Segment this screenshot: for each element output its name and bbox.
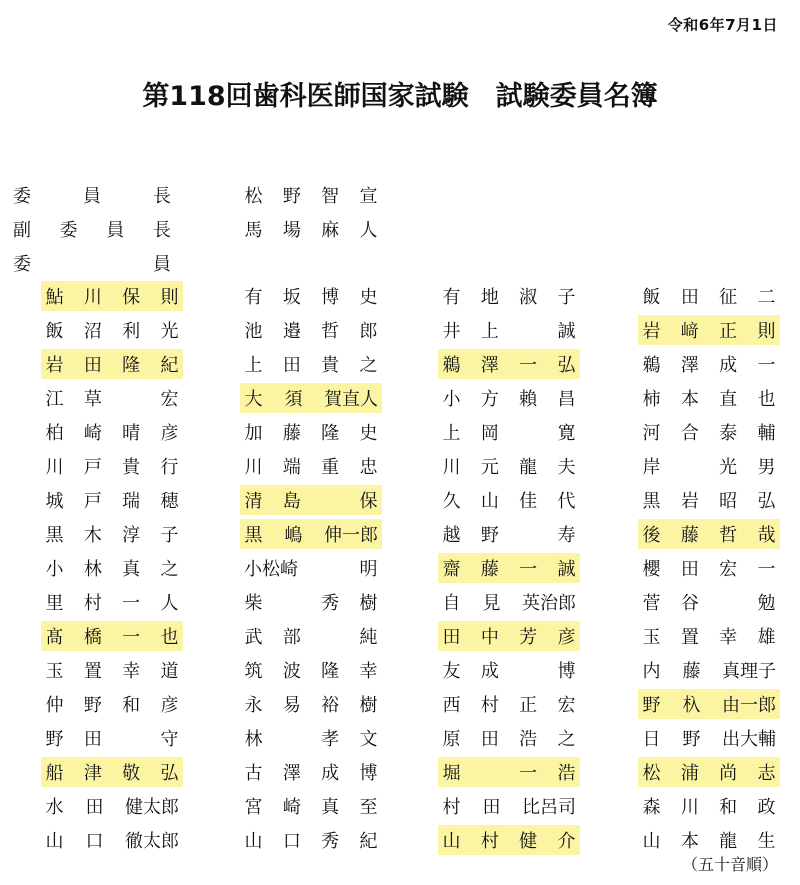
member-name: 永 易 裕 樹 bbox=[244, 695, 378, 716]
member-name: 飯 沼 利 光 bbox=[45, 321, 179, 342]
member-name: 田 中 芳 彦 bbox=[438, 621, 580, 651]
member-name: 櫻 田 宏 一 bbox=[642, 559, 776, 580]
member-name: 鵜 澤 成 一 bbox=[642, 355, 776, 376]
member-name: 山 村 健 介 bbox=[438, 825, 580, 855]
member-name: 上 岡 寛 bbox=[442, 423, 576, 444]
member-name: 山 本 龍 生 bbox=[642, 831, 776, 852]
member-name: 宮 崎 真 至 bbox=[244, 797, 378, 818]
page-title: 第118回歯科医師国家試験 試験委員名簿 bbox=[142, 81, 658, 112]
member-name: 飯 田 征 二 bbox=[642, 287, 776, 308]
member-name: 内 藤 真理子 bbox=[642, 661, 776, 682]
sort-order-note: （五十音順） bbox=[681, 855, 778, 874]
member-name: 池 邉 哲 郎 bbox=[244, 321, 378, 342]
member-name: 岸 光 男 bbox=[642, 457, 776, 478]
member-name: 仲 野 和 彦 bbox=[45, 695, 179, 716]
document-date: 令和6年7月1日 bbox=[667, 16, 778, 34]
member-name: 柴 秀 樹 bbox=[244, 593, 378, 614]
member-name: 日 野 出大輔 bbox=[642, 729, 776, 750]
member-name: 古 澤 成 博 bbox=[244, 763, 378, 784]
member-name: 船 津 敬 弘 bbox=[41, 757, 183, 787]
member-name: 大 須 賀直人 bbox=[240, 383, 382, 413]
officer-name bbox=[240, 248, 382, 278]
member-name: 鮎 川 保 則 bbox=[41, 281, 183, 311]
member-name: 黒 木 淳 子 bbox=[45, 525, 179, 546]
member-name: 水 田 健太郎 bbox=[45, 797, 179, 818]
member-name: 髙 橋 一 也 bbox=[41, 621, 183, 651]
member-name: 有 坂 博 史 bbox=[244, 287, 378, 308]
member-name: 川 端 重 忠 bbox=[244, 457, 378, 478]
member-name: 小松崎 明 bbox=[244, 559, 378, 580]
member-name: 黒 岩 昭 弘 bbox=[642, 491, 776, 512]
member-name: 齋 藤 一 誠 bbox=[438, 553, 580, 583]
member-name: 柿 本 直 也 bbox=[642, 389, 776, 410]
member-name: 後 藤 哲 哉 bbox=[638, 519, 780, 549]
member-name: 村 田 比呂司 bbox=[442, 797, 576, 818]
member-name: 森 川 和 政 bbox=[642, 797, 776, 818]
member-name: 山 口 秀 紀 bbox=[244, 831, 378, 852]
member-name: 黒 嶋 伸一郎 bbox=[240, 519, 382, 549]
member-name: 山 口 徹太郎 bbox=[45, 831, 179, 852]
member-name: 岩 﨑 正 則 bbox=[638, 315, 780, 345]
member-name: 野 田 守 bbox=[45, 729, 179, 750]
member-name: 越 野 寿 bbox=[442, 525, 576, 546]
member-name: 清 島 保 bbox=[240, 485, 382, 515]
member-name: 筑 波 隆 幸 bbox=[244, 661, 378, 682]
member-name: 小 方 賴 昌 bbox=[442, 389, 576, 410]
member-name: 河 合 泰 輔 bbox=[642, 423, 776, 444]
member-name: 城 戸 瑞 穂 bbox=[45, 491, 179, 512]
member-name: 堀 一 浩 bbox=[438, 757, 580, 787]
officer-name: 松 野 智 宣 bbox=[244, 186, 378, 207]
officer-role: 副 委 員 長 bbox=[13, 220, 171, 241]
member-name: 久 山 佳 代 bbox=[442, 491, 576, 512]
member-name: 川 元 龍 夫 bbox=[442, 457, 576, 478]
member-name: 松 浦 尚 志 bbox=[638, 757, 780, 787]
member-name: 井 上 誠 bbox=[442, 321, 576, 342]
member-name: 菅 谷 勉 bbox=[642, 593, 776, 614]
member-name: 柏 崎 晴 彦 bbox=[45, 423, 179, 444]
officer-role: 委 員 長 bbox=[13, 186, 171, 207]
member-name: 加 藤 隆 史 bbox=[244, 423, 378, 444]
member-name: 鵜 澤 一 弘 bbox=[438, 349, 580, 379]
member-name: 武 部 純 bbox=[244, 627, 378, 648]
member-name: 小 林 真 之 bbox=[45, 559, 179, 580]
member-name: 江 草 宏 bbox=[45, 389, 179, 410]
member-name: 原 田 浩 之 bbox=[442, 729, 576, 750]
member-name: 里 村 一 人 bbox=[45, 593, 179, 614]
officer-role: 委 員 bbox=[13, 254, 171, 275]
member-name: 野 杁 由一郎 bbox=[638, 689, 780, 719]
member-name: 玉 置 幸 雄 bbox=[642, 627, 776, 648]
member-name: 林 孝 文 bbox=[244, 729, 378, 750]
member-name: 上 田 貴 之 bbox=[244, 355, 378, 376]
member-name: 自 見 英治郎 bbox=[442, 593, 576, 614]
member-name: 岩 田 隆 紀 bbox=[41, 349, 183, 379]
member-name: 西 村 正 宏 bbox=[442, 695, 576, 716]
member-name: 有 地 淑 子 bbox=[442, 287, 576, 308]
member-name: 川 戸 貴 行 bbox=[45, 457, 179, 478]
member-name: 玉 置 幸 道 bbox=[45, 661, 179, 682]
officer-name: 馬 場 麻 人 bbox=[244, 220, 378, 241]
member-name: 友 成 博 bbox=[442, 661, 576, 682]
